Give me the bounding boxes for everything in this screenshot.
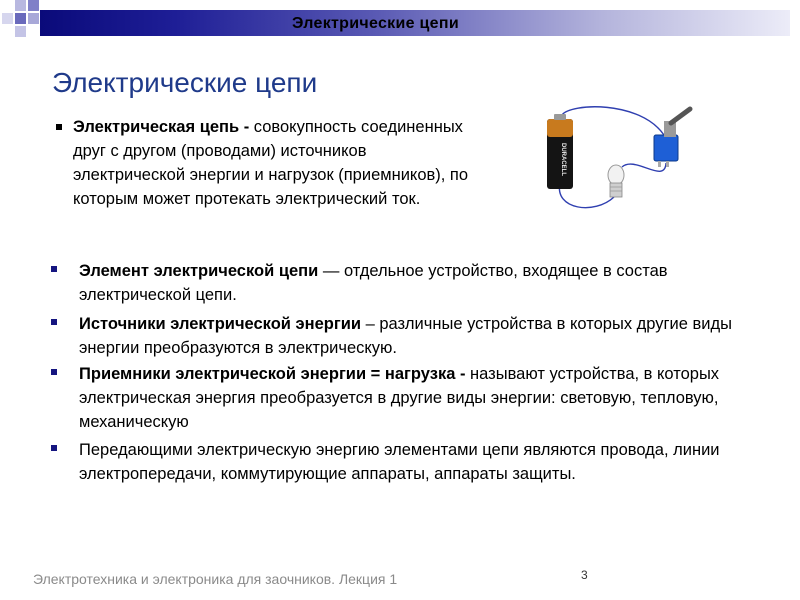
bullet-4 bbox=[79, 362, 759, 434]
bullet-2-text: отдельное устройство, входящее в состав электрической цепи. bbox=[79, 262, 668, 304]
battery-icon bbox=[547, 114, 573, 189]
footer-text: Электротехника и электроника для заочников. Лекция 1 bbox=[33, 571, 398, 587]
bullet-3 bbox=[79, 312, 759, 360]
bullet-2-sep: — bbox=[318, 262, 344, 280]
bullet-4-term: Приемники электрической энергии = нагрузка bbox=[79, 365, 456, 383]
header-title: Электрические цепи bbox=[292, 15, 459, 32]
wire bbox=[562, 107, 664, 135]
bullet-5 bbox=[79, 438, 759, 486]
bullet-5-text: Передающими электрическую энергию элементами цепи являются провода, линии электропередачи, коммутирующие аппараты, аппараты защиты. bbox=[79, 441, 720, 483]
bullet-3-sep: – bbox=[361, 315, 380, 333]
bullet-marker bbox=[51, 266, 57, 272]
page-number: 3 bbox=[581, 568, 588, 582]
bullet-2-term: Элемент электрической цепи bbox=[79, 262, 319, 280]
bullet-3-text: различные устройства в которых другие виды энергии преобразуются в электрическую. bbox=[79, 315, 732, 357]
bullet-marker bbox=[56, 124, 62, 130]
bullet-1-term: Электрическая цепь bbox=[73, 118, 240, 136]
switch-icon bbox=[654, 109, 690, 167]
bullet-marker bbox=[51, 445, 57, 451]
bullet-4-text: называют устройства, в которых электрическая энергия преобразуется в другие виды энергии: световую, тепловую, механическую bbox=[79, 365, 720, 431]
bullet-4-sep: - bbox=[455, 365, 471, 383]
circuit-illustration bbox=[540, 105, 720, 220]
bullet-marker bbox=[51, 319, 57, 325]
bullet-1 bbox=[73, 115, 473, 211]
bullet-3-term: Источники электрической энергии bbox=[79, 315, 361, 333]
bullet-1-sep: - bbox=[239, 118, 254, 136]
bullet-1-text: совокупность соединенных друг с другом (проводами) источников электрической энергии и нагрузок (приемников), по которым может протекать электрический ток. bbox=[73, 118, 469, 208]
slide-title: Электрические цепи bbox=[52, 67, 318, 98]
bullet-marker bbox=[51, 369, 57, 375]
bullet-2 bbox=[79, 259, 759, 307]
bulb-icon bbox=[608, 165, 624, 197]
battery-label: DURACELL bbox=[560, 143, 566, 176]
